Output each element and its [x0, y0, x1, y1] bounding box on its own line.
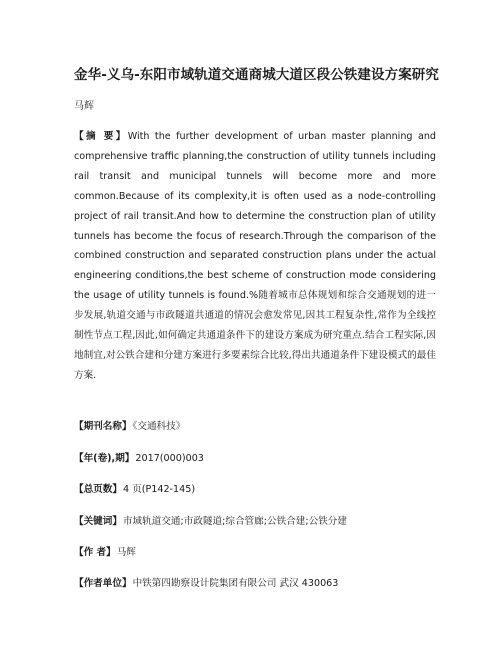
meta-journal — [74, 418, 185, 432]
meta-author — [74, 544, 136, 558]
meta-pages — [74, 481, 195, 495]
meta-keywords-label: 【关键词】 — [74, 516, 122, 527]
meta-volume-issue-value: 2017(000)003 — [135, 453, 204, 464]
meta-volume-issue-label: 【年(卷),期】 — [74, 453, 135, 464]
meta-author-value: 马辉 — [116, 547, 136, 558]
abstract-text: With the further development of urban master planning and comprehensive traffic planning,the construction of utility tunnels including rail transit and municipal tunnels will become more and more common.Because of its complexity,it is often used as a node-controlling project of rail transit.And how to determine the construction plan of utility tunnels has become the focus of research.Through the comparison of the combined construction and separated construction plans under the actual engineering conditions,the best scheme of construction mode considering the usage of utility tunnels is found.%随着城市总体规划和综合交通规划的进一步发展,轨道交通与市政隧道共通道的情况会愈发常见,因其工程复杂性,常作为全线控制性节点工程,因此,如何确定共通道条件下的建设方案成为研究重点.结合工程实际,因地制宜,对公铁合建和分建方案进行多要素综合比较,得出共通道条件下建设模式的最佳方案. — [74, 131, 436, 381]
meta-pages-value: 4 页(P142-145) — [122, 484, 196, 495]
meta-affiliation-value: 中铁第四勘察设计院集团有限公司 武汉 430063 — [132, 578, 339, 589]
meta-journal-label: 【期刊名称】 — [74, 421, 132, 432]
abstract-label: 【摘 要】 — [74, 131, 128, 142]
meta-keywords-value: 市域轨道交通;市政隧道;综合管廊;公铁合建;公铁分建 — [122, 516, 347, 527]
meta-pages-label: 【总页数】 — [74, 484, 122, 495]
paper-author: 马辉 — [74, 101, 94, 112]
meta-affiliation — [74, 575, 338, 589]
meta-volume-issue — [74, 450, 204, 464]
meta-keywords — [74, 513, 347, 527]
abstract-block — [74, 127, 436, 386]
paper-title: 金华-义乌-东阳市域轨道交通商城大道区段公铁建设方案研究 — [74, 67, 440, 83]
meta-affiliation-label: 【作者单位】 — [74, 578, 132, 589]
meta-journal-value: 《交通科技》 — [132, 421, 186, 432]
meta-author-label: 【作 者】 — [74, 547, 116, 558]
